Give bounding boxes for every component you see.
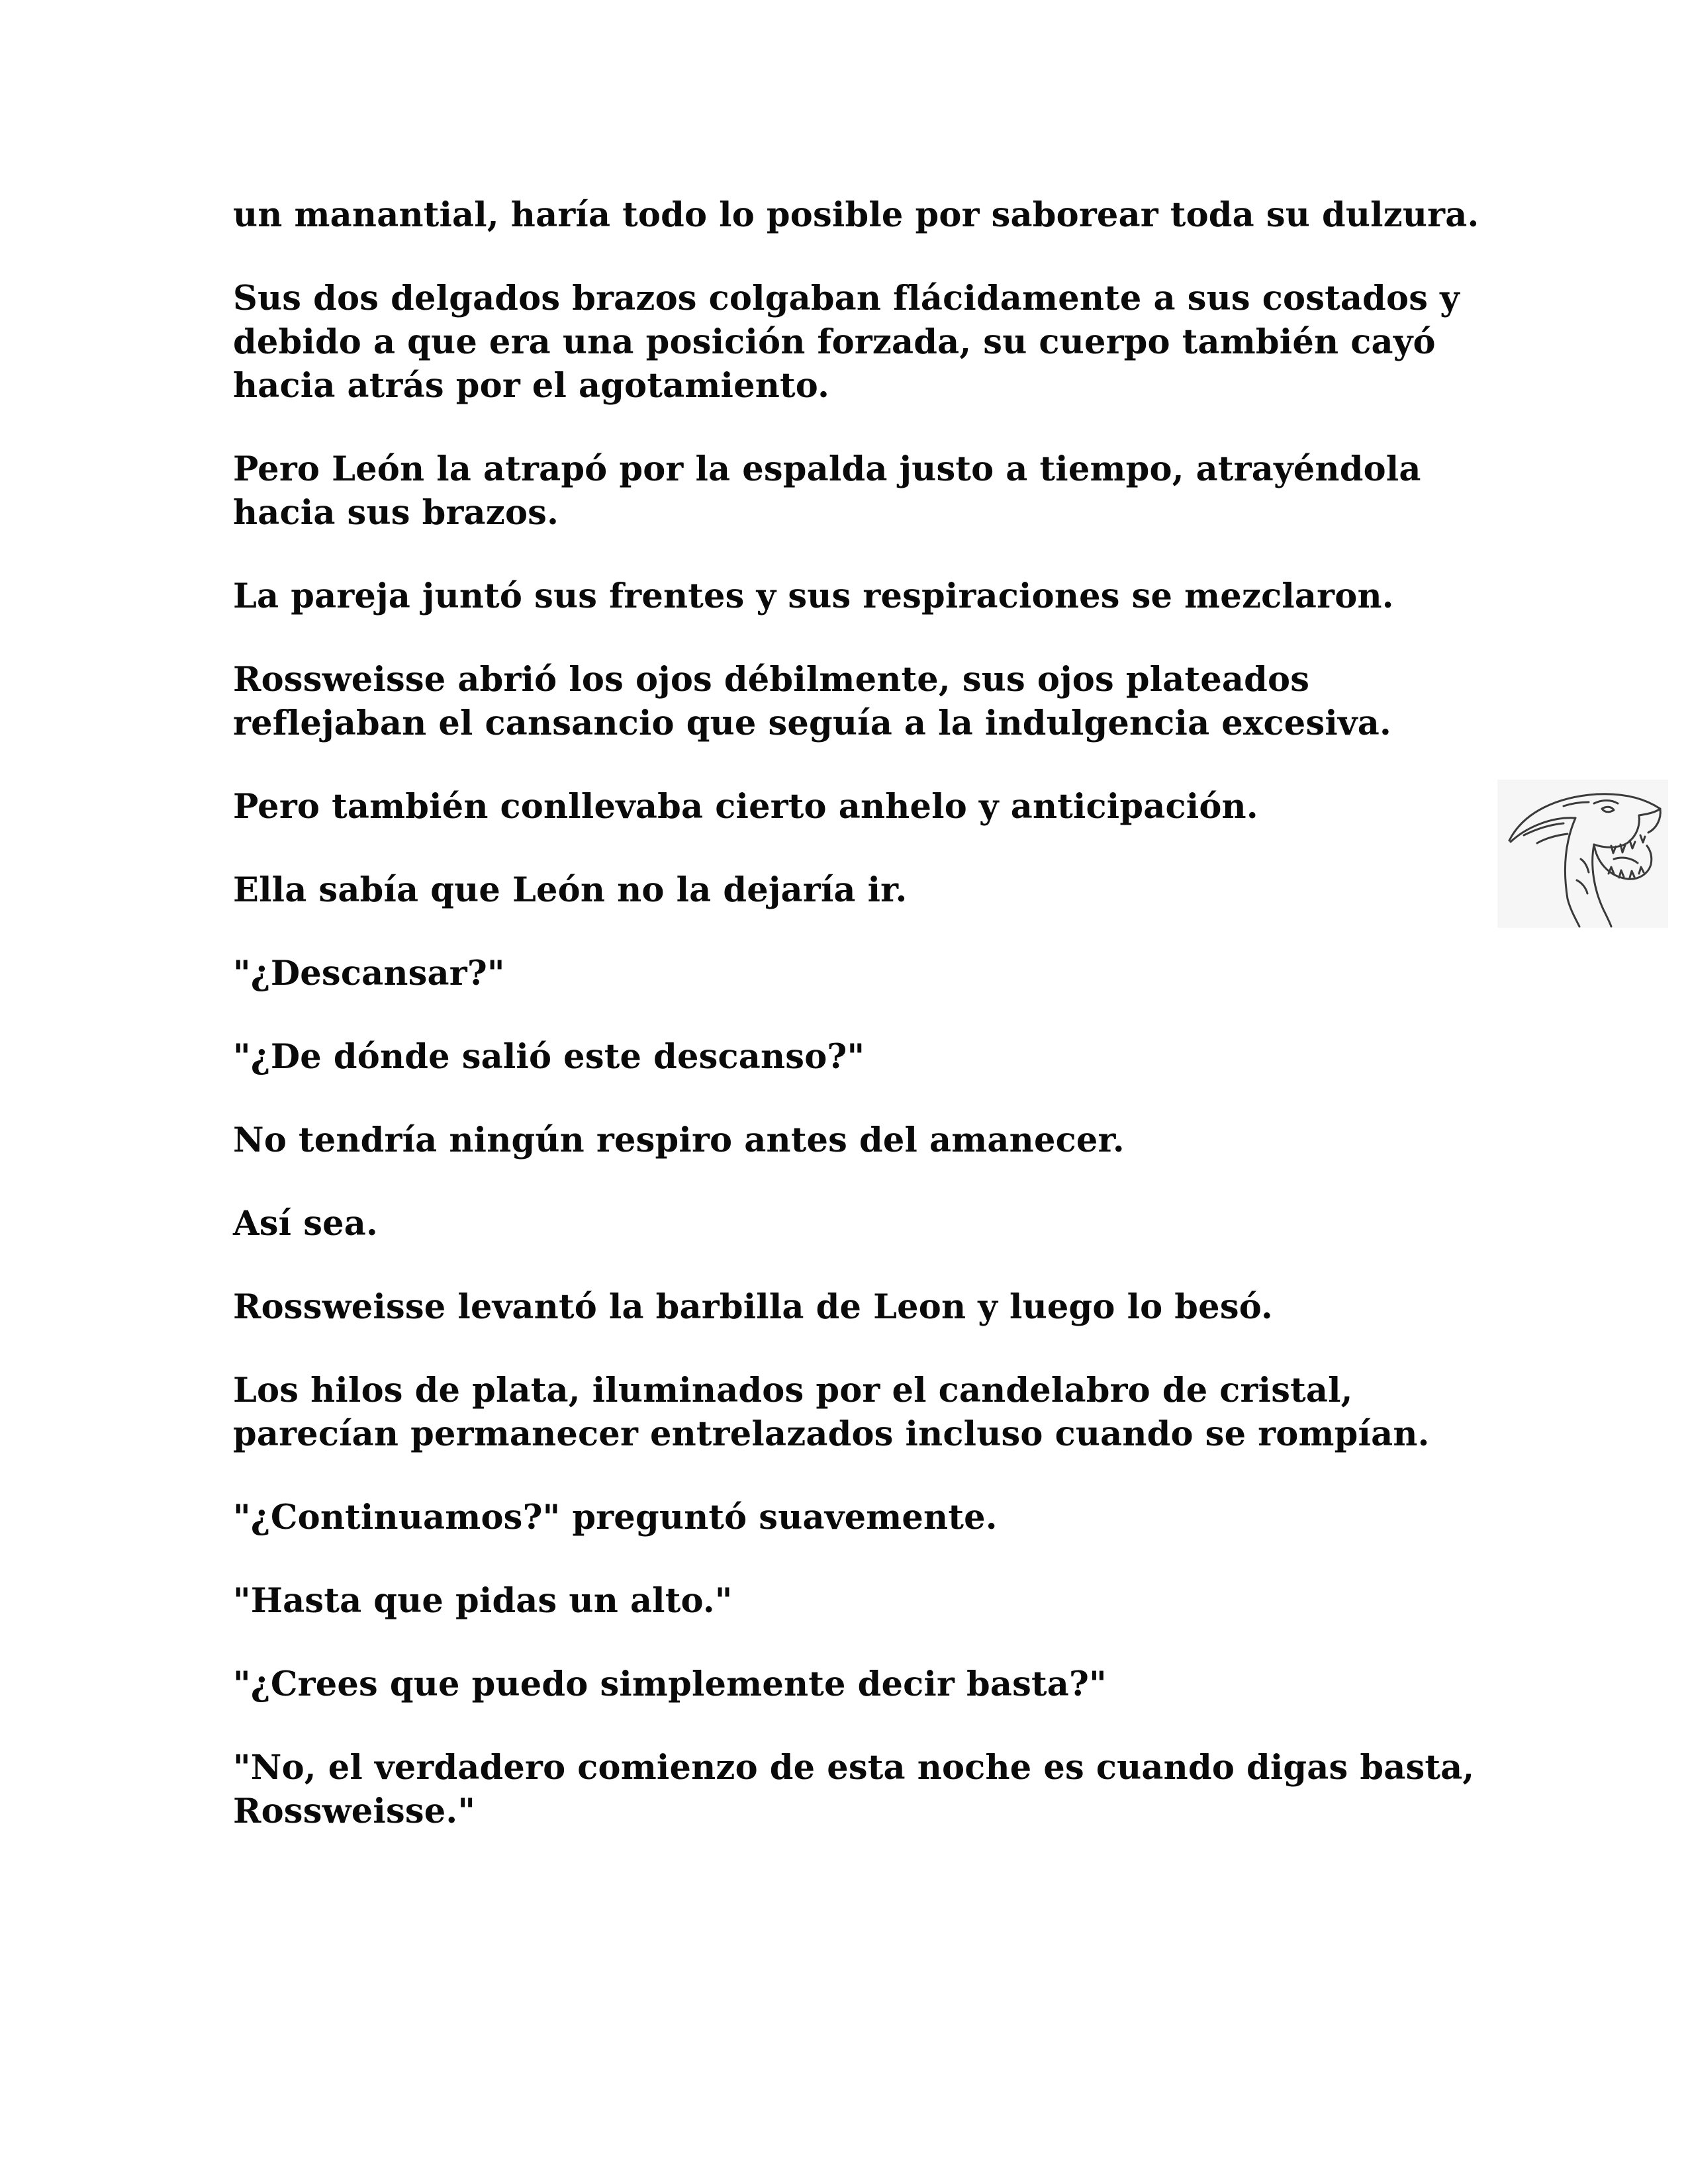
paragraph: Así sea.	[233, 1204, 378, 1244]
paragraph: Rossweisse abrió los ojos débilmente, sus ojos plateados reflejaban el cansancio que seguía a la indulgencia excesiva.	[233, 660, 1391, 743]
paragraph: "No, el verdadero comienzo de esta noche es cuando digas basta, Rossweisse."	[233, 1748, 1475, 1831]
paragraph: "Hasta que pidas un alto."	[233, 1581, 733, 1621]
document-body	[233, 193, 1491, 1873]
paragraph: "¿Crees que puedo simplemente decir basta?"	[233, 1664, 1107, 1704]
paragraph: "¿De dónde salió este descanso?"	[233, 1037, 865, 1077]
paragraph: La pareja juntó sus frentes y sus respiraciones se mezclaron.	[233, 576, 1394, 616]
dinosaur-head-sketch-icon	[1497, 780, 1668, 928]
paragraph: Pero también conllevaba cierto anhelo y anticipación.	[233, 787, 1258, 827]
paragraph: "¿Descansar?"	[233, 954, 505, 993]
paragraph: Ella sabía que León no la dejaría ir.	[233, 870, 908, 910]
paragraph: un manantial, haría todo lo posible por saborear toda su dulzura.	[233, 195, 1479, 235]
paragraph: No tendría ningún respiro antes del amanecer.	[233, 1120, 1125, 1160]
paragraph: Sus dos delgados brazos colgaban flácidamente a sus costados y debido a que era una posición forzada, su cuerpo también cayó hacia atrás por el agotamiento.	[233, 279, 1460, 406]
paragraph: Rossweisse levantó la barbilla de Leon y luego lo besó.	[233, 1287, 1274, 1327]
paragraph: Pero León la atrapó por la espalda justo a tiempo, atrayéndola hacia sus brazos.	[233, 449, 1421, 533]
paragraph: "¿Continuamos?" preguntó suavemente.	[233, 1498, 998, 1537]
paragraph: Los hilos de plata, iluminados por el candelabro de cristal, parecían permanecer entrelazados incluso cuando se rompían.	[233, 1371, 1430, 1454]
dinosaur-logo	[1497, 780, 1668, 928]
